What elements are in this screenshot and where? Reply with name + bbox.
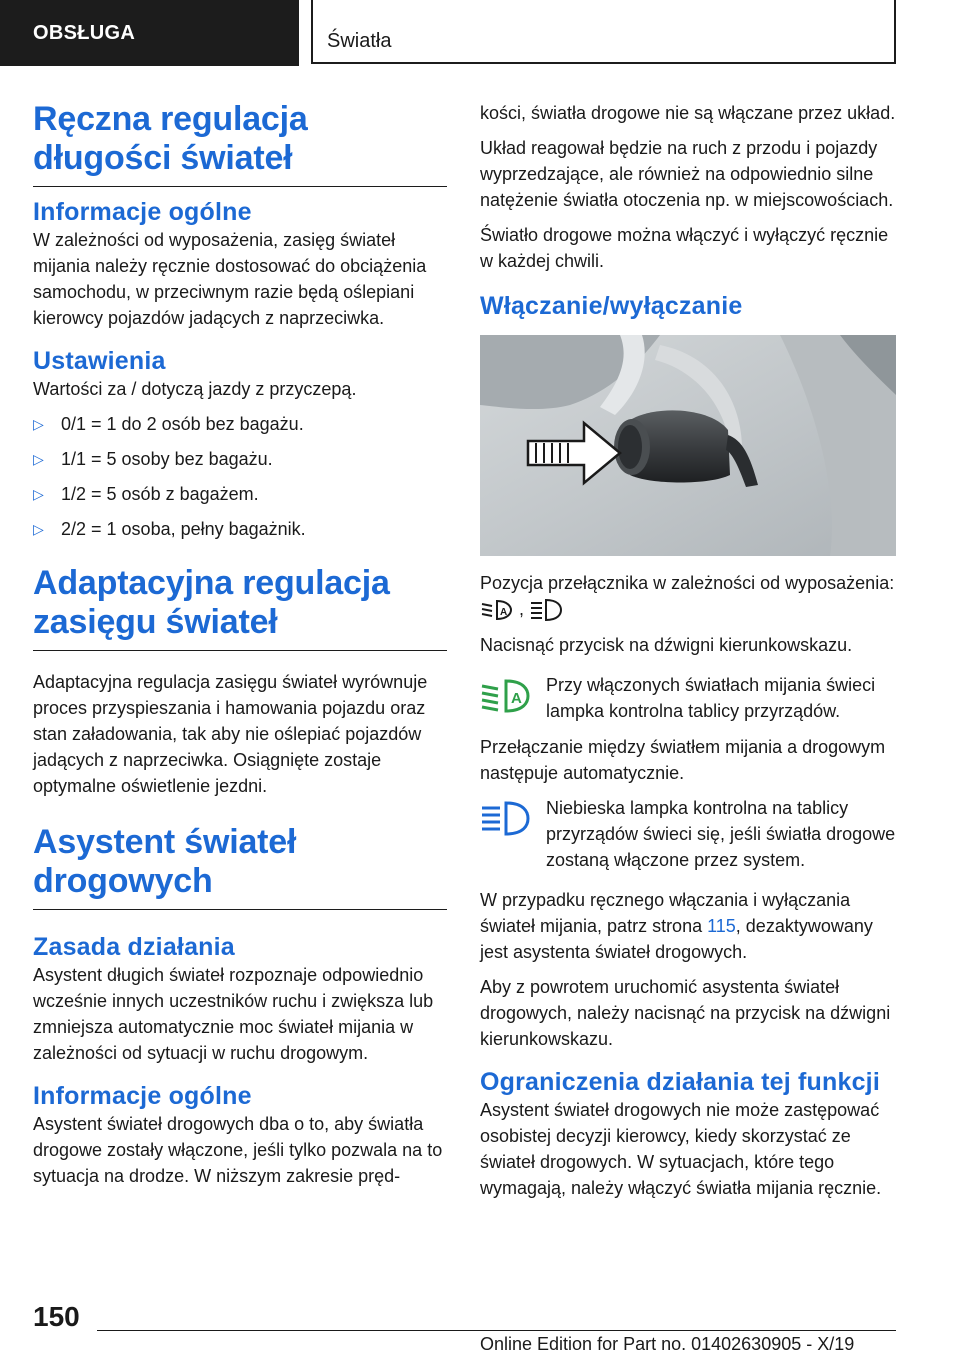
paragraph-continued-1: kości, światła drogowe nie są włączane przez układ. bbox=[480, 103, 896, 123]
section-title: OBSŁUGA bbox=[0, 0, 299, 66]
heading-limits: Ograniczenia działania tej funkcji bbox=[480, 1068, 880, 1097]
paragraph-press-button: Nacisnąć przycisk na dźwigni kierunkowskazu. bbox=[480, 635, 853, 656]
highbeam-icon bbox=[529, 597, 563, 623]
list-item: ▷ 1/2 = 5 osób z bagażem. bbox=[33, 481, 447, 507]
paragraph-switch-position: Pozycja przełącznika w zależności od wyposażenia: A , bbox=[480, 570, 896, 623]
page-link-115[interactable]: 115 bbox=[707, 916, 736, 937]
paragraph-settings: Wartości za / dotyczą jazdy z przyczepą. bbox=[33, 379, 357, 399]
heading-general-info-2: Informacje ogólne bbox=[33, 1082, 252, 1110]
heading-high-beam-assistant: Asystent świateł drogowych bbox=[33, 823, 447, 910]
list-item: ▷ 2/2 = 1 osoba, pełny bagażnik. bbox=[33, 516, 447, 542]
auto-lowbeam-indicator-icon bbox=[480, 676, 532, 716]
left-column bbox=[33, 100, 447, 1198]
paragraph-general-info-1: W zależności od wyposażenia, zasięg świateł mijania należy ręcznie dostosować do obciążenia samochodu, w przeciwnym razie będą oślepiani kierowcy pojazdów jadących z naprzeciwka. bbox=[33, 230, 427, 328]
paragraph-continued-2: Układ reagował będzie na ruch z przodu i pojazdy wyprzedzające, ale również na odpowiednio silne natężenie światła otoczenia np. w miejscowościach. bbox=[480, 138, 894, 210]
footer-divider bbox=[97, 1330, 896, 1331]
triangle-right-icon: ▷ bbox=[33, 486, 44, 502]
paragraph-adaptive: Adaptacyjna regulacja zasięgu świateł wyrównuje proces przyspieszania i hamowania pojazdu oraz stan załadowania, tak aby nie oślepiać pojazdów jadących z naprzeciwka. Osiągnięte zostaje optymalne oświetlenie jezdni. bbox=[33, 672, 428, 796]
heading-on-off: Włączanie/wyłączanie bbox=[480, 292, 743, 320]
paragraph-manual-switch: W przypadku ręcznego włączania i wyłączania świateł mijania, patrz strona 115, dezaktywowany jest asystenta świateł drogowych. bbox=[480, 890, 873, 963]
note-lowbeam-indicator bbox=[480, 672, 896, 724]
list-item: ▷ 1/1 = 5 osoby bez bagażu. bbox=[33, 446, 447, 472]
heading-manual-headlight-range: Ręczna regulacja długości świateł bbox=[33, 100, 447, 187]
triangle-right-icon: ▷ bbox=[33, 416, 44, 432]
triangle-right-icon: ▷ bbox=[33, 451, 44, 467]
paragraph-general-info-2: Asystent świateł drogowych dba o to, aby światła drogowe zostały włączone, jeśli tylko pozwala na to sytuacja na drodze. W niższym zakresie pręd- bbox=[33, 1114, 443, 1186]
turn-signal-lever-photo bbox=[480, 335, 896, 556]
page-header bbox=[0, 0, 960, 66]
svg-text:A: A bbox=[511, 690, 522, 708]
paragraph-limits: Asystent świateł drogowych nie może zastępować osobistej decyzji kierowcy, kiedy skorzystać ze świateł drogowych. W sytuacjach, które tego wymagają, należy włączyć światła mijania ręcznie. bbox=[480, 1100, 882, 1199]
paragraph-principle: Asystent długich świateł rozpoznaje odpowiednio wcześnie innych uczestników ruchu i zwiększa lub zmniejsza automatycznie moc świateł mijania w zależności od sytuacji w ruchu drogowym. bbox=[33, 965, 434, 1063]
chapter-title: Światła bbox=[311, 0, 896, 64]
paragraph-restart: Aby z powrotem uruchomić asystenta świateł drogowych, należy nacisnąć na przycisk na dźwigni kierunkowskazu. bbox=[480, 977, 891, 1050]
triangle-right-icon: ▷ bbox=[33, 521, 44, 537]
auto-lowbeam-icon bbox=[480, 597, 514, 623]
heading-general-info-1: Informacje ogólne bbox=[33, 198, 252, 226]
list-item: ▷ 0/1 = 1 do 2 osób bez bagażu. bbox=[33, 411, 447, 437]
heading-settings: Ustawienia bbox=[33, 347, 166, 375]
heading-principle: Zasada działania bbox=[33, 933, 235, 961]
page-number: 150 bbox=[33, 1301, 80, 1332]
heading-adaptive-headlight-range: Adaptacyjna regulacja zasięgu świateł bbox=[33, 564, 447, 651]
note-highbeam-indicator bbox=[480, 795, 896, 873]
highbeam-indicator-icon bbox=[480, 799, 532, 839]
paragraph-auto-switch: Przełączanie między światłem mijania a drogowym następuje automatycznie. bbox=[480, 737, 886, 784]
paragraph-continued-3: Światło drogowe można włączyć i wyłączyć ręcznie w każdej chwili. bbox=[480, 225, 889, 271]
svg-text:A: A bbox=[500, 607, 508, 619]
note-text-2: Niebieska lampka kontrolna na tablicy przyrządów świeci się, jeśli światła drogowe zostaną włączone przez system. bbox=[546, 798, 896, 871]
footer-edition: Online Edition for Part no. 01402630905 - X/19 bbox=[480, 1334, 855, 1354]
right-column bbox=[480, 100, 896, 1210]
settings-list bbox=[33, 411, 447, 542]
note-text-1: Przy włączonych światłach mijania świeci lampka kontrolna tablicy przyrządów. bbox=[546, 675, 876, 722]
